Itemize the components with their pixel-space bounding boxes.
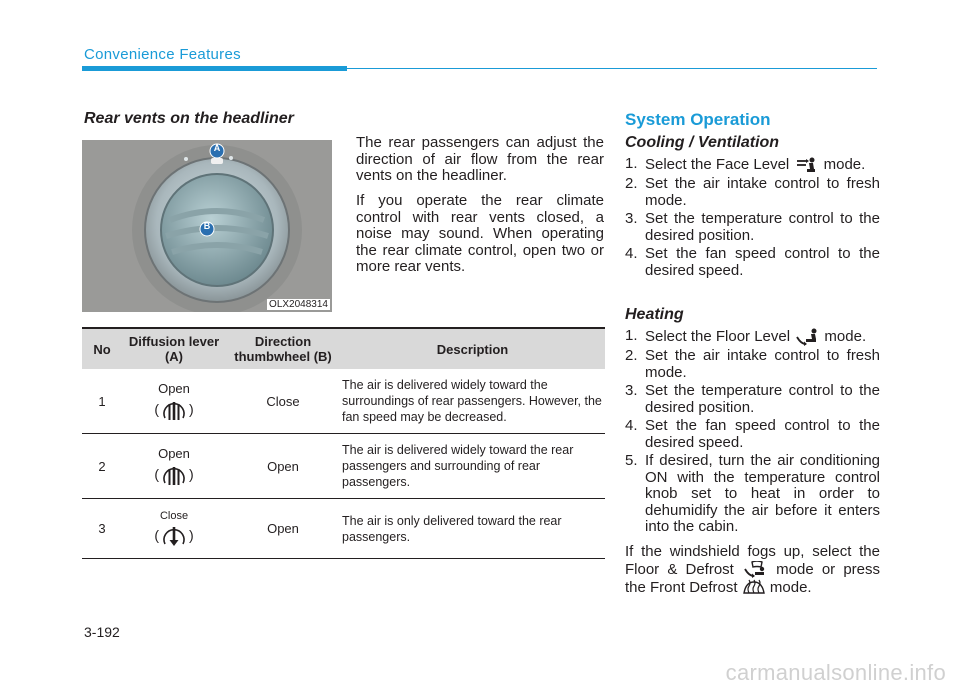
system-operation-heading: System Operation [625,110,771,129]
header-rule-thin [347,68,877,69]
defrost-note [625,544,880,597]
table-header-row [82,328,605,369]
step-number: 4. [625,245,638,262]
step-text: Select the Face Level [645,155,790,173]
vent-settings-table [82,327,605,559]
step-text: If desired, turn the air conditioning ON with the temperature control knob set to heat in order to dehumidify the air before it enters into the cabin. [645,452,880,535]
list-item [625,328,880,346]
list-item [625,211,880,244]
list-item [625,246,880,279]
rear-vents-paragraph-2: If you operate the rear climate control with rear vents closed, a noise may sound. When operating the rear climate control, open two or more rear vents. [356,192,604,275]
defrost-note-text: mode. [769,578,812,596]
step-text: Set the fan speed control to the desired speed. [645,245,880,279]
header-rule-thick [82,66,347,71]
row-description: The air is delivered widely toward the rear passengers and surrounding of rear passengers. [340,434,605,499]
row-no: 1 [82,369,122,434]
step-text: Set the air intake control to fresh mode. [645,347,880,381]
row-lever: Open ( ) [122,369,226,434]
vent-diffuse-icon [161,461,187,487]
row-description: The air is delivered widely toward the surroundings of rear passengers. However, the fan speed may be decreased. [340,369,605,434]
label-b: B [203,221,211,231]
header-no: No [82,328,122,369]
heating-heading: Heating [625,306,684,323]
step-number: 3. [625,210,638,227]
header-description: Description [340,328,605,369]
cooling-heading: Cooling / Ventilation [625,134,780,151]
row-direction: Close [226,369,340,434]
row-no: 3 [82,499,122,559]
step-number: 3. [625,382,638,399]
floor-level-icon [794,328,820,346]
heating-steps [625,328,880,538]
rear-vent-photo [82,140,332,312]
section-label: Convenience Features [84,46,241,63]
vent-diffuse-icon [161,396,187,422]
list-item [625,348,880,381]
image-code: OLX2048314 [269,299,328,310]
lever-state: Close [159,509,189,522]
step-text: Set the temperature control to the desired position. [645,210,880,244]
step-number: 2. [625,347,638,364]
rear-vents-heading: Rear vents on the headliner [84,110,294,127]
step-number: 1. [625,155,638,172]
row-direction: Open [226,499,340,559]
label-a: A [213,143,221,153]
step-text: Set the temperature control to the desired position. [645,382,880,416]
list-item [625,383,880,416]
vent-direct-icon [161,522,187,548]
list-item [625,156,880,174]
header-diffusion-lever: Diffusion lever (A) [122,328,226,369]
table-row [82,434,605,499]
rear-vents-paragraph-1: The rear passengers can adjust the direction of air flow from the rear vents on the headliner. [356,134,604,184]
page-number: 3-192 [84,624,120,640]
step-number: 2. [625,175,638,192]
row-no: 2 [82,434,122,499]
front-defrost-icon [742,579,766,597]
face-level-icon [793,156,819,174]
step-text: Set the air intake control to fresh mode. [645,175,880,209]
step-number: 4. [625,417,638,434]
table-row [82,369,605,434]
defrost-note-text: If the windshield fogs up, select the Floor & Defrost [625,543,880,578]
table-row [82,499,605,559]
step-text: mode. [824,327,867,345]
row-lever: Open ( ) [122,434,226,499]
step-text: Select the Floor Level [645,327,791,345]
row-description: The air is only delivered toward the rear passengers. [340,499,605,559]
row-lever: Close ( ) [122,499,226,559]
list-item [625,176,880,209]
list-item [625,453,880,536]
row-direction: Open [226,434,340,499]
header-direction-thumbwheel: Direction thumbwheel (B) [226,328,340,369]
list-item [625,418,880,451]
step-text: mode. [823,155,866,173]
step-number: 5. [625,452,638,469]
lever-state: Open [158,445,190,461]
watermark: carmanualsonline.info [725,660,946,685]
step-number: 1. [625,327,638,344]
cooling-steps [625,156,880,281]
step-text: Set the fan speed control to the desired speed. [645,417,880,451]
lever-state: Open [158,380,190,396]
defrost-note-text: mode or press the Front Defrost [625,560,880,596]
floor-defrost-icon [742,561,768,579]
